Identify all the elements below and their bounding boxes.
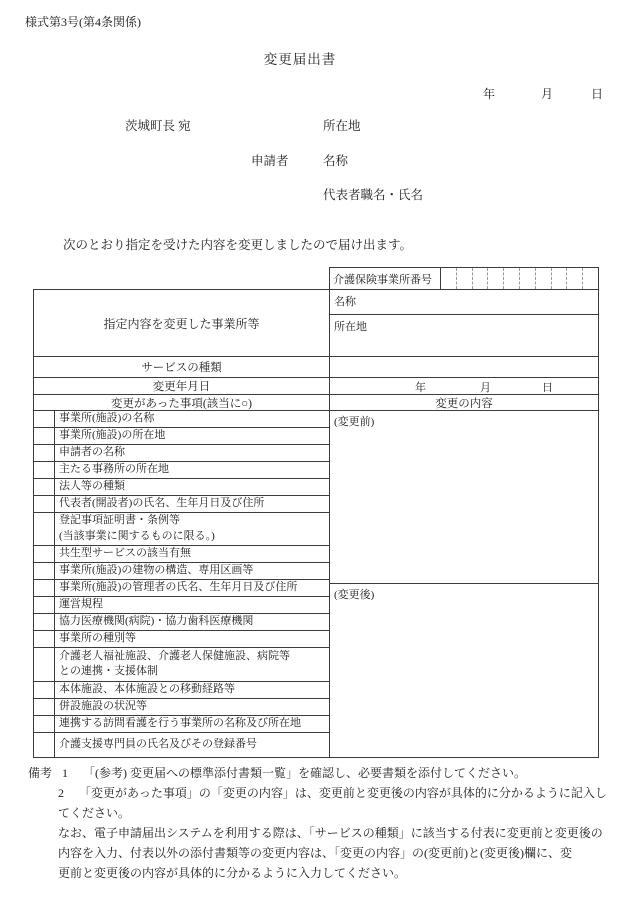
addressee: 茨城町長 宛 [125, 119, 191, 133]
table-row [34, 733, 329, 757]
item-label-line1: 連携する訪問看護を行う事業所の名称及び所在地 [59, 716, 301, 729]
date-day-label: 日 [591, 87, 604, 101]
circle-mark-cell[interactable] [34, 733, 55, 757]
item-label [55, 546, 191, 562]
item-label-line1: 事業所(施設)の所在地 [59, 428, 166, 441]
table-row [34, 496, 329, 513]
item-label [55, 699, 147, 715]
circle-mark-cell[interactable] [34, 479, 55, 495]
circle-mark-cell[interactable] [34, 462, 55, 478]
table-row [34, 597, 329, 614]
items-column-header: 変更があった事項(該当に○) [33, 394, 330, 411]
circle-mark-cell[interactable] [34, 428, 55, 444]
item-label [55, 513, 215, 545]
change-date-label: 変更年月日 [33, 377, 330, 395]
item-label [55, 445, 125, 461]
item-label-line2: との連携・支援体制 [59, 665, 158, 678]
table-row [34, 631, 329, 648]
change-date-month-label: 月 [480, 382, 491, 394]
circle-mark-cell[interactable] [34, 716, 55, 732]
change-content-after-field[interactable]: (変更後) [329, 583, 599, 758]
change-table [33, 267, 599, 758]
circle-mark-cell[interactable] [34, 631, 55, 647]
table-row [34, 614, 329, 631]
applicant-label: 申請者 [251, 154, 289, 168]
applicant-address-label: 所在地 [323, 119, 361, 133]
note-line-5: 内容を入力、付表以外の添付書類等の変更内容は、「変更の内容」の(変更前)と(変更後)欄に、変 [58, 846, 572, 860]
item-label [55, 682, 235, 698]
item-label-line1: 法人等の種類 [59, 479, 125, 492]
item-label-line1: 登記事項証明書・条例等 [59, 514, 180, 527]
office-number-digit-box[interactable] [441, 268, 456, 289]
table-row [34, 445, 329, 462]
item-label-line1: 代表者(開設者)の氏名、生年月日及び住所 [59, 496, 265, 509]
circle-mark-cell[interactable] [34, 614, 55, 630]
item-label [55, 614, 253, 630]
office-number-boxes[interactable] [441, 268, 598, 289]
office-number-row [329, 267, 599, 290]
item-label-line2: (当該事業に関するものに限る。) [59, 530, 215, 543]
office-number-digit-box[interactable] [472, 268, 488, 289]
service-type-field[interactable] [329, 356, 599, 378]
note-2-text: 「変更があった事項」の「変更の内容」は、変更前と変更後の内容が具体的に分かるように記入し [79, 786, 607, 800]
circle-mark-cell[interactable] [34, 648, 55, 681]
circle-mark-cell[interactable] [34, 411, 55, 427]
circle-mark-cell[interactable] [34, 699, 55, 715]
circle-mark-cell[interactable] [34, 682, 55, 698]
item-label [55, 737, 257, 753]
item-label [55, 563, 253, 579]
note-1-number: 1 [62, 766, 69, 780]
note-line-4: なお、電子申請届出システムを利用する際は、「サービスの種類」に該当する付表に変更前と変更後の [58, 826, 603, 840]
item-label [55, 716, 301, 732]
circle-mark-cell[interactable] [34, 597, 55, 613]
form-number: 様式第3号(第4条関係) [25, 15, 141, 29]
note-line-1 [28, 763, 608, 783]
change-date-field[interactable] [329, 377, 599, 395]
table-row [34, 411, 329, 428]
office-address-field[interactable]: 所在地 [329, 314, 599, 357]
table-row [34, 428, 329, 445]
circle-mark-cell[interactable] [34, 513, 55, 546]
table-row [34, 513, 329, 547]
item-label [55, 479, 125, 495]
note-line-2 [28, 783, 608, 803]
item-label-line1: 介護支援専門員の氏名及びその登録番号 [59, 737, 257, 750]
change-date-day-label: 日 [542, 382, 553, 394]
table-row [34, 682, 329, 699]
applicant-name-label: 名称 [323, 154, 349, 168]
item-label [55, 496, 264, 512]
item-label-line1: 協力医療機関(病院)・協力歯科医療機関 [59, 615, 254, 628]
item-label-line1: 併設施設の状況等 [59, 699, 147, 712]
office-number-digit-box[interactable] [503, 268, 519, 289]
item-label [55, 580, 297, 596]
note-1-text: 「(参考) 変更届への標準添付書類一覧」を確認し、必要書類を添付してください。 [83, 766, 527, 780]
item-label-line1: 本体施設、本体施設との移動経路等 [59, 682, 235, 695]
item-label [55, 428, 165, 444]
item-label-line1: 事業所(施設)の建物の構造、専用区画等 [59, 564, 254, 577]
declaration-text: 次のとおり指定を受けた内容を変更しましたので届け出ます。 [63, 238, 413, 252]
service-type-label: サービスの種類 [33, 356, 330, 378]
office-number-label: 介護保険事業所番号 [330, 268, 441, 289]
applicant-representative-label: 代表者職名・氏名 [323, 188, 424, 202]
item-label-line1: 事業所(施設)の管理者の氏名、生年月日及び住所 [59, 581, 298, 594]
notes-label: 備考 [28, 766, 53, 780]
office-number-digit-box[interactable] [487, 268, 503, 289]
office-number-digit-box[interactable] [535, 268, 551, 289]
change-date-year-label: 年 [415, 382, 426, 394]
item-label [55, 411, 154, 427]
item-label [55, 597, 103, 613]
page-title: 変更届出書 [263, 52, 337, 67]
table-row [34, 479, 329, 496]
item-label-line1: 事業所(施設)の名称 [59, 412, 155, 424]
item-label-line1: 運営規程 [59, 598, 103, 611]
table-row [34, 563, 329, 580]
circle-mark-cell[interactable] [34, 546, 55, 562]
table-row [34, 546, 329, 563]
note-line-6: 更前と変更後の内容が具体的に分かるように入力してください。 [58, 866, 407, 880]
table-row [34, 648, 329, 682]
circle-mark-cell[interactable] [34, 445, 55, 461]
office-number-digit-box[interactable] [551, 268, 567, 289]
item-label [55, 631, 136, 647]
table-row [34, 580, 329, 597]
item-label [55, 462, 169, 478]
note-line-3: てください。 [58, 806, 131, 820]
circle-mark-cell[interactable] [34, 580, 55, 596]
office-number-digit-box[interactable] [456, 268, 472, 289]
item-label-line1: 事業所の種別等 [59, 632, 136, 645]
table-row [34, 699, 329, 716]
date-year-label: 年 [483, 87, 496, 101]
note-2-number: 2 [58, 786, 64, 800]
content-column-header: 変更の内容 [329, 394, 599, 411]
office-number-digit-box[interactable] [582, 268, 598, 289]
change-items-list [33, 410, 330, 758]
item-label-line1: 申請者の名称 [59, 445, 125, 458]
date-month-label: 月 [541, 87, 554, 101]
change-content-before-field[interactable]: (変更前) [329, 410, 599, 584]
notes-block [28, 763, 608, 883]
circle-mark-cell[interactable] [34, 496, 55, 512]
office-number-digit-box[interactable] [566, 268, 582, 289]
circle-mark-cell[interactable] [34, 563, 55, 579]
item-label-line1: 主たる事務所の所在地 [59, 462, 169, 475]
changed-office-cell: 指定内容を変更した事業所等 [33, 289, 330, 357]
item-label [55, 649, 290, 681]
office-name-field[interactable]: 名称 [329, 289, 599, 315]
item-label-line1: 介護老人福祉施設、介護老人保健施設、病院等 [59, 649, 290, 662]
office-number-digit-box[interactable] [519, 268, 535, 289]
item-label-line1: 共生型サービスの該当有無 [59, 547, 191, 560]
table-row [34, 462, 329, 479]
table-row [34, 716, 329, 733]
